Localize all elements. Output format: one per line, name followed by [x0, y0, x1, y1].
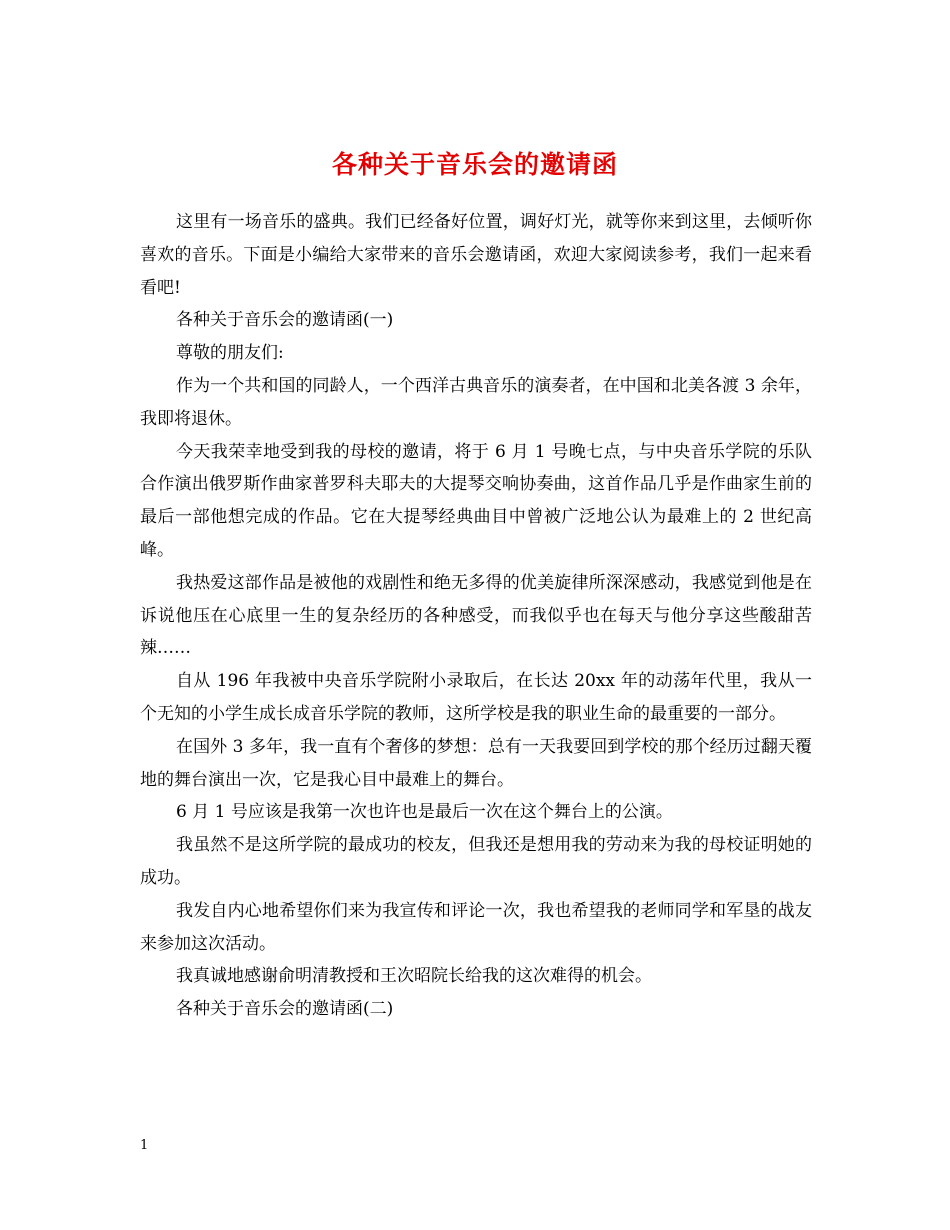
- paragraph-intro: 这里有一场音乐的盛典。我们已经备好位置，调好灯光，就等你来到这里，去倾听你喜欢的音乐。下面是小编给大家带来的音乐会邀请函，欢迎大家阅读参考，我们一起来看看吧!: [140, 212, 812, 298]
- paragraph: 我真诚地感谢俞明清教授和王次昭院长给我的这次难得的机会。: [176, 966, 652, 987]
- paragraph: 我发自内心地希望你们来为我宣传和评论一次，我也希望我的老师同学和军垦的战友来参加这次活动。: [140, 900, 812, 954]
- paragraph: 今天我荣幸地受到我的母校的邀请，将于 6 月 1 号晚七点，与中央音乐学院的乐队合作演出俄罗斯作曲家普罗科夫耶夫的大提琴交响协奏曲，这首作品几乎是作曲家生前的最后一部他想完成的作品。它在大提琴经典曲目中曾被广泛地公认为最难上的 2 世纪高峰。: [140, 441, 812, 560]
- paragraph: 作为一个共和国的同龄人，一个西洋古典音乐的演奏者，在中国和北美各渡 3 余年，我即将退休。: [140, 375, 812, 429]
- section-heading-one: 各种关于音乐会的邀请函(一): [176, 310, 394, 331]
- paragraph: 6 月 1 号应该是我第一次也许也是最后一次在这个舞台上的公演。: [176, 802, 673, 823]
- salutation: 尊敬的朋友们:: [176, 343, 284, 364]
- paragraph: 在国外 3 多年，我一直有个奢侈的梦想：总有一天我要回到学校的那个经历过翻天覆地的舞台演出一次，它是我心目中最难上的舞台。: [140, 736, 812, 790]
- paragraph: 我虽然不是这所学院的最成功的校友，但我还是想用我的劳动来为我的母校证明她的成功。: [140, 835, 812, 888]
- page-number: 1: [140, 1138, 149, 1153]
- paragraph: 自从 196 年我被中央音乐学院附小录取后，在长达 20xx 年的动荡年代里，我从一个无知的小学生成长成音乐学院的教师，这所学校是我的职业生命的最重要的一部分。: [140, 671, 812, 724]
- section-heading-two: 各种关于音乐会的邀请函(二): [176, 999, 394, 1020]
- paragraph: 我热爱这部作品是被他的戏剧性和绝无多得的优美旋律所深深感动，我感觉到他是在诉说他压在心底里一生的复杂经历的各种感受，而我似乎也在每天与他分享这些酸甜苦辣……: [140, 572, 812, 659]
- document-body: [140, 206, 812, 1026]
- document-title: 各种关于音乐会的邀请函: [331, 149, 618, 179]
